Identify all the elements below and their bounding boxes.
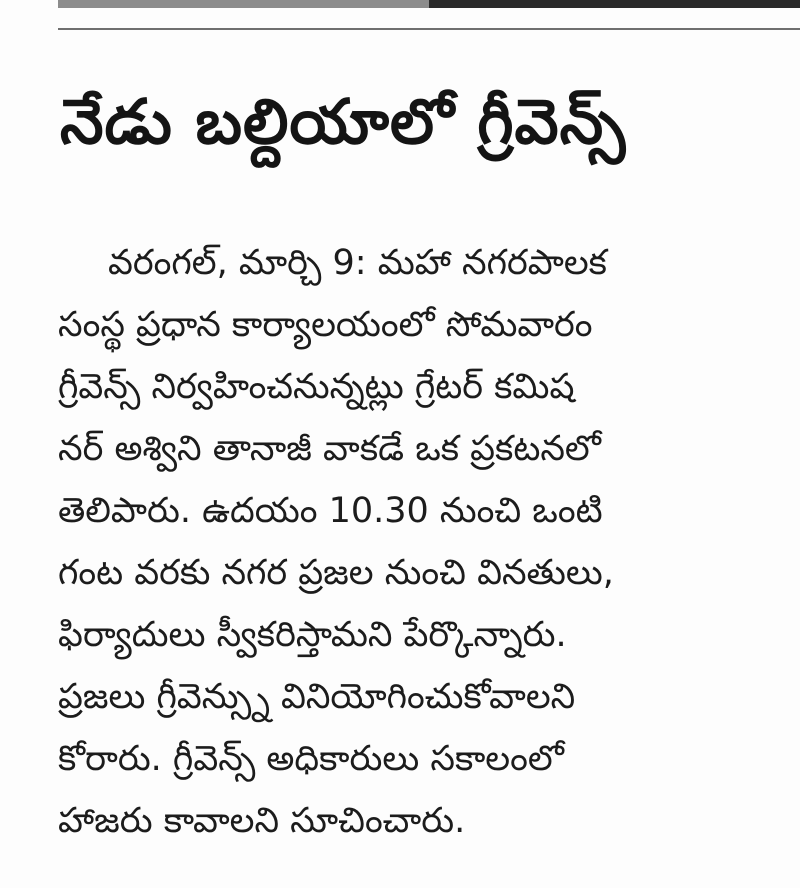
article-line: కోరారు. గ్రీవెన్స్ అధికారులు సకాలంలో: [58, 739, 564, 779]
article-line: ప్రజలు గ్రీవెన్స్ను వినియోగించుకోవాలని: [58, 677, 576, 717]
top-border-rule: [58, 0, 800, 8]
article-line: హాజరు కావాలని సూచించారు.: [58, 801, 466, 841]
article-body: [58, 232, 758, 852]
article-line: నర్ అశ్విని తానాజీ వాకడే ఒక ప్రకటనలో: [58, 429, 601, 469]
article-line: సంస్థ ప్రధాన కార్యాలయంలో సోమవారం: [58, 305, 593, 345]
headline: నేడు బల్దియాలో గ్రీవెన్స్: [60, 85, 627, 158]
article-line: వరంగల్, మార్చి 9: మహా నగరపాలక: [108, 243, 607, 283]
article-line: గంట వరకు నగర ప్రజల నుంచి వినతులు,: [58, 553, 614, 593]
article-line: తెలిపారు. ఉదయం 10.30 నుంచి ఒంటి: [58, 491, 603, 531]
article-line: ఫిర్యాదులు స్వీకరిస్తామని పేర్కొన్నారు.: [58, 615, 567, 655]
article-line: గ్రీవెన్స్ నిర్వహించనున్నట్లు గ్రేటర్ కమిష: [58, 367, 575, 407]
header-divider: [58, 28, 800, 30]
